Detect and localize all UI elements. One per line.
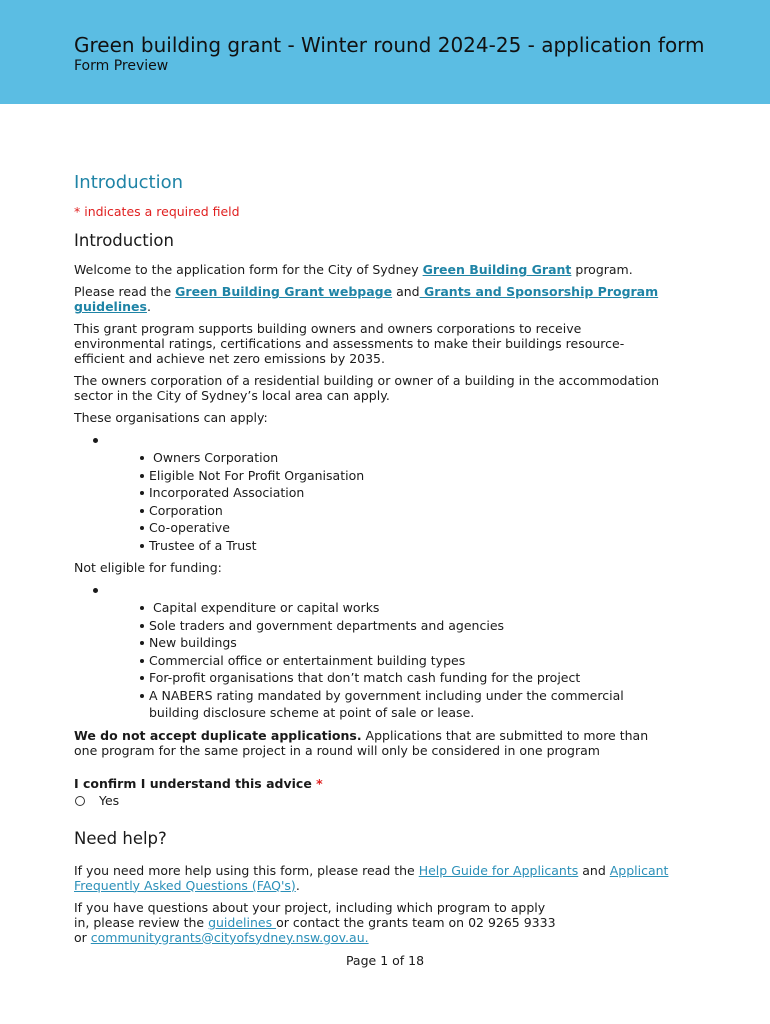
confirm-question-label: I confirm I understand this advice * bbox=[74, 775, 323, 791]
form-content bbox=[74, 172, 674, 952]
yes-radio-label: Yes bbox=[99, 793, 120, 809]
list-item: Corporation bbox=[140, 502, 674, 520]
help-guide-link[interactable]: Help Guide for Applicants bbox=[418, 862, 579, 878]
section-heading-introduction: Introduction bbox=[74, 172, 184, 193]
help-paragraph-guide: If you need more help using this form, please read the Help Guide for Applicants and Applicant Frequently Asked Questions (FAQ's). bbox=[74, 862, 669, 893]
ineligible-list-bullet bbox=[74, 582, 674, 599]
list-item: Incorporated Association bbox=[140, 484, 674, 502]
faq-link[interactable]: Applicant Frequently Asked Questions (FAQ's) bbox=[74, 862, 669, 893]
eligible-list-bullet bbox=[74, 432, 674, 449]
required-field-note: * indicates a required field bbox=[74, 203, 240, 219]
list-item: For-profit organisations that don’t match cash funding for the project bbox=[140, 669, 674, 687]
guidelines-link[interactable]: guidelines bbox=[208, 914, 277, 930]
list-item: Eligible Not For Profit Organisation bbox=[140, 467, 674, 485]
program-guidelines-link[interactable]: Grants and Sponsorship Program guidelines bbox=[74, 284, 659, 315]
page-header bbox=[0, 0, 770, 104]
intro-paragraph-welcome: Welcome to the application form for the City of Sydney Green Building Grant program. bbox=[74, 262, 633, 278]
need-help-heading: Need help? bbox=[74, 828, 167, 848]
list-item: Commercial office or entertainment building types bbox=[140, 652, 674, 670]
page-number: Page 1 of 18 bbox=[345, 953, 425, 968]
confirm-yes-option[interactable] bbox=[74, 793, 674, 809]
list-item: Capital expenditure or capital works bbox=[140, 599, 674, 617]
form-subtitle: Form Preview bbox=[74, 58, 169, 74]
intro-paragraph-who: The owners corporation of a residential building or owner of a building in the accommodation sector in the City of Sydney’s local area can apply. bbox=[74, 373, 660, 404]
intro-paragraph-purpose: This grant program supports building owners and owners corporations to receive environmental ratings, certifications and assessments to make their buildings resource-efficient and achieve net zero emissions by 2035. bbox=[74, 321, 625, 367]
list-item: Owners Corporation bbox=[140, 449, 674, 467]
eligible-list bbox=[74, 449, 674, 554]
help-paragraph-contact: If you have questions about your project, including which program to apply in, please review the guidelines or contact the grants team on 02 9265 9333 or communitygrants@cityofsydney.nsw.gov.au. bbox=[74, 899, 556, 945]
form-title: Green building grant - Winter round 2024-25 - application form bbox=[74, 33, 705, 57]
grants-email-link[interactable]: communitygrants@cityofsydney.nsw.gov.au. bbox=[90, 929, 369, 945]
list-item: Sole traders and government departments and agencies bbox=[140, 617, 674, 635]
eligible-intro: These organisations can apply: bbox=[74, 410, 268, 426]
duplicate-notice: We do not accept duplicate applications. Applications that are submitted to more than one program for the same project in a round will only be considered in one program bbox=[74, 727, 649, 758]
green-building-grant-link[interactable]: Green Building Grant bbox=[422, 262, 572, 278]
list-item: Trustee of a Trust bbox=[140, 537, 674, 555]
intro-paragraph-read: Please read the Green Building Grant webpage and Grants and Sponsorship Program guidelines. bbox=[74, 284, 659, 315]
list-item: Co-operative bbox=[140, 519, 674, 537]
ineligible-list bbox=[74, 599, 674, 722]
subheading-introduction: Introduction bbox=[74, 230, 174, 250]
ineligible-intro: Not eligible for funding: bbox=[74, 560, 222, 576]
list-item: A NABERS rating mandated by government including under the commercial building disclosure scheme at point of sale or lease. bbox=[140, 687, 674, 722]
required-star: * bbox=[316, 775, 323, 791]
list-item: New buildings bbox=[140, 634, 674, 652]
green-building-grant-webpage-link[interactable]: Green Building Grant webpage bbox=[175, 284, 393, 300]
yes-radio[interactable] bbox=[75, 796, 85, 806]
